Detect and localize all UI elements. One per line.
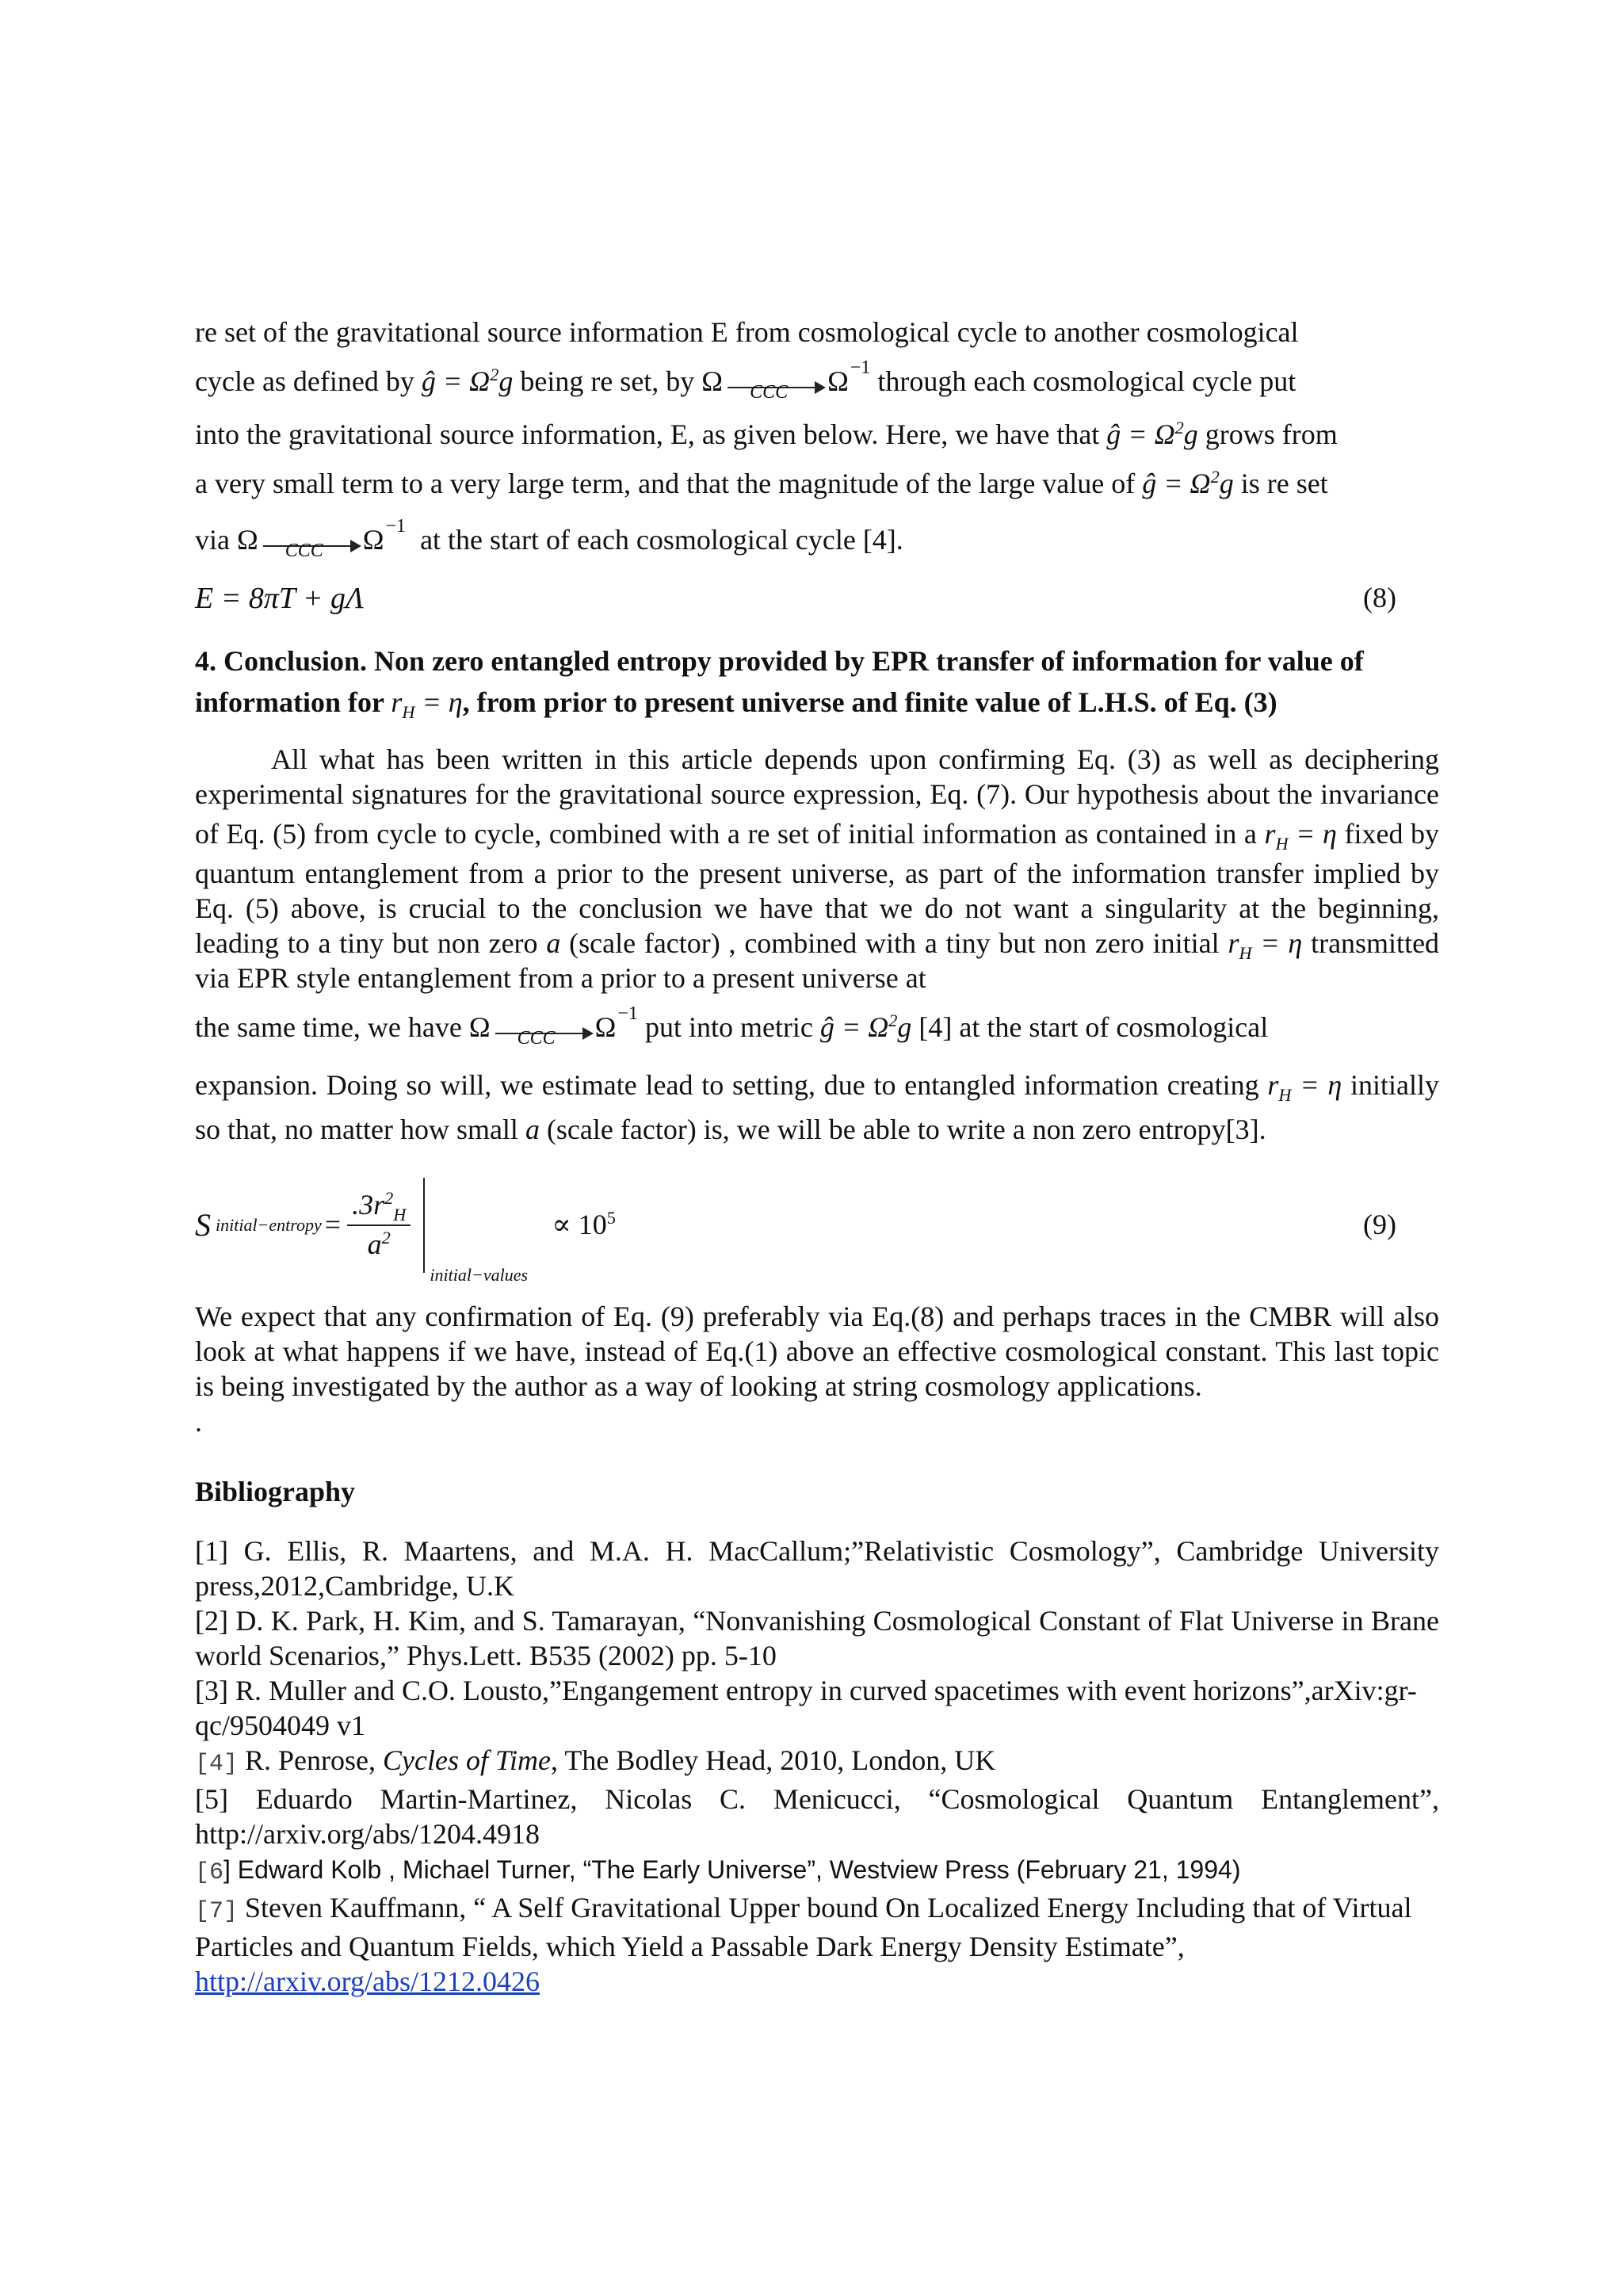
equation-9: S initial−entropy = $\frac{.3r^2_H}{a^2}$ initial−values ∝ $10^5$ (9) xyxy=(195,1174,1439,1277)
paper-page xyxy=(195,308,1439,1999)
evaluation-bar: initial−values xyxy=(423,1178,544,1273)
text-line: cycle as defined by ĝ = $\Omega^2g$ being re set, by Ω CCC $\Omega^{-1}$ through each cosmological cycle put xyxy=(195,357,1439,410)
rh-eta-formula: $r_H = \eta$ xyxy=(391,686,463,723)
ccc-arrow-formula: Ω CCC $\Omega^{-1}$ xyxy=(701,365,870,397)
rh-eta-formula: $r_H = \eta$ xyxy=(1228,927,1303,964)
reference-item: [1] G. Ellis, R. Maartens, and M.A. H. MacCallum;”Relativistic Cosmology”, Cambridge University press,2012,Cambridge, U.K xyxy=(195,1535,1439,1603)
bibliography-heading: Bibliography xyxy=(195,1476,356,1508)
text-line: re set of the gravitational source information E from cosmological cycle to another cosmological xyxy=(195,316,1299,348)
reference-item: [4] R. Penrose, Cycles of Time, The Bodley Head, 2010, London, UK xyxy=(195,1744,996,1778)
reference-item: [6] Edward Kolb , Michael Turner, “The Early Universe”, Westview Press (February 21, 1994) xyxy=(195,1855,1241,1887)
text-line: into the gravitational source information, E, as given below. Here, we have that ĝ = $\Omega^2g$ grows from xyxy=(195,418,1338,450)
closing-paragraph: We expect that any confirmation of Eq. (9) preferably via Eq.(8) and perhaps traces in the CMBR will also look at what happens if we have, instead of Eq.(1) above an effective cosmological constant. This last topic is being investigated by the author as a way of looking at string cosmology applications. xyxy=(195,1301,1439,1403)
intro-paragraph xyxy=(195,308,1439,575)
ghat-formula: ĝ = $\Omega^2g$ xyxy=(1142,467,1234,499)
equation-8 xyxy=(195,580,1439,617)
reference-item: [5] Eduardo Martin-Martinez, Nicolas C. Menicucci, “Cosmological Quantum Entanglement”, http://arxiv.org/abs/1204.4918 xyxy=(195,1783,1439,1851)
rh-eta-formula: $r_H = \eta$ xyxy=(1267,1069,1342,1106)
arrow-icon: CCC xyxy=(495,999,590,1062)
arrow-icon: CCC xyxy=(727,360,823,409)
text-line: a very small term to a very large term, and that the magnitude of the large value of ĝ = $\Omega^2g$ is re set xyxy=(195,467,1328,499)
ccc-arrow-formula: Ω CCC $\Omega^{-1}$ xyxy=(469,1011,638,1043)
bibliography-list xyxy=(195,1534,1439,1999)
reference-link[interactable]: http://arxiv.org/abs/1212.0426 xyxy=(195,1966,540,1998)
text-line: via Ω CCC $\Omega^{-1}$ at the start of each cosmological cycle [4]. xyxy=(195,508,1439,575)
reference-item: [7] Steven Kauffmann, “ A Self Gravitational Upper bound On Localized Energy Including that of Virtual Particles and Quantum Fields, which Yield a Passable Dark Energy Density Estimate”, http://arxiv.org/abs/1212.0426 xyxy=(195,1892,1412,1998)
equation-number: (9) xyxy=(1363,1209,1396,1241)
arrow-icon: CCC xyxy=(263,511,358,575)
ccc-arrow-formula: Ω CCC $\Omega^{-1}$ xyxy=(237,524,406,556)
section-heading: 4. Conclusion. Non zero entangled entropy provided by EPR transfer of information for value of information for $r_H = \eta$, from prior to present universe and finite value of L.H.S. of Eq. (3) xyxy=(195,645,1364,723)
fraction: $\frac{.3r^2_H}{a^2}$ xyxy=(347,1188,411,1263)
ghat-formula: ĝ = $\Omega^2g$ xyxy=(421,365,514,397)
reference-item: [2] D. K. Park, H. Kim, and S. Tamarayan, “Nonvanishing Cosmological Constant of Flat Universe in Brane world Scenarios,” Phys.Lett. B535 (2002) pp. 5-10 xyxy=(195,1605,1439,1672)
equation-8-expr: E = 8πT + gΛ xyxy=(195,582,364,615)
stray-dot: . xyxy=(195,1406,202,1438)
equation-number: (8) xyxy=(1363,582,1396,614)
reference-item: [3] R. Muller and C.O. Lousto,”Engangement entropy in curved spacetimes with event horizons”,arXiv:gr-qc/9504049 v1 xyxy=(195,1675,1417,1742)
ghat-formula: ĝ = $\Omega^2g$ xyxy=(819,1010,912,1044)
conclusion-paragraph: All what has been written in this article depends upon confirming Eq. (3) as well as deciphering experimental signatures for the gravitational source expression, Eq. (7). Our hypothesis about the invariance of Eq. (5) from cycle to cycle, combined with a re set of initial information as contained in a $r_H = \eta$ fixed by quantum entanglement from a prior to the present universe, as part of the information transfer implied by Eq. (5) above, is crucial to the conclusion we have that we do not want a singularity at the beginning, leading to a tiny but non zero a (scale factor) , combined with a tiny but non zero initial $r_H = \eta$ transmitted via EPR style entanglement from a prior to a present universe at the same time, we have Ω CCC $\Omega^{-1}$ put into metric ĝ = $\Omega^2g$ [4] at the start of cosmological expansion. Doing so will, we estimate lead to setting, due to entangled information creating $r_H = \eta$ initially so that, no matter how small a (scale factor) is, we will be able to write a non zero entropy[3]. xyxy=(195,743,1440,1146)
ghat-formula: ĝ = $\Omega^2g$ xyxy=(1106,418,1198,450)
rh-eta-formula: $r_H = \eta$ xyxy=(1264,818,1337,854)
